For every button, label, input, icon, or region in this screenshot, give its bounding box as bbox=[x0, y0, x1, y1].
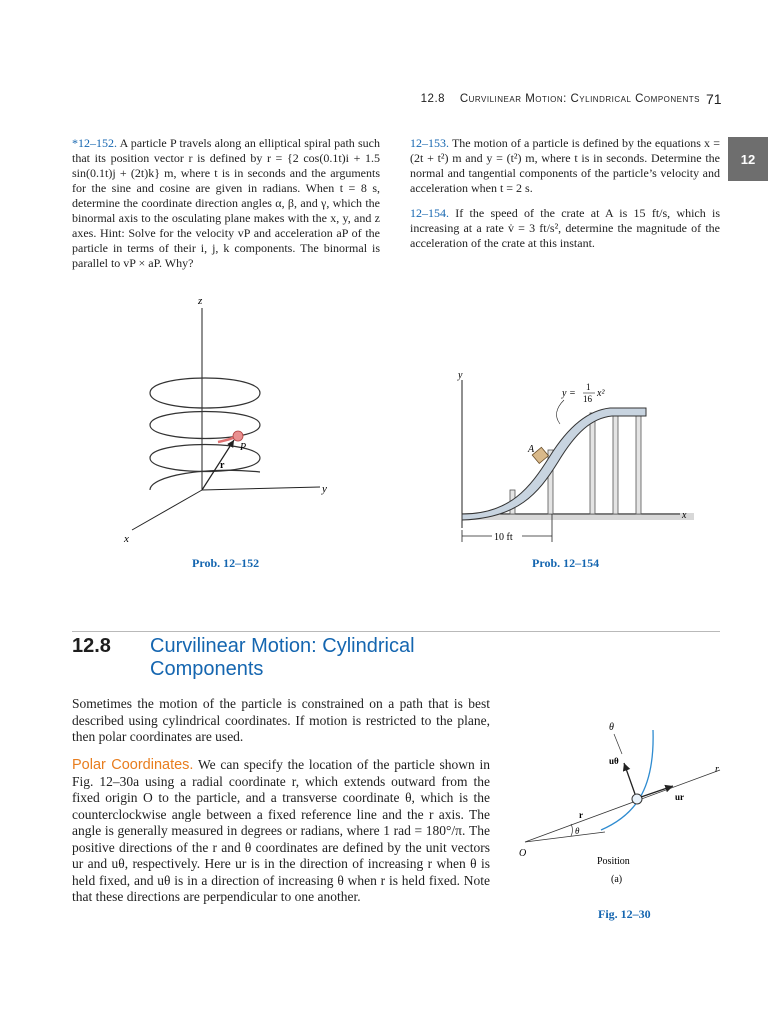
problem-text: A particle P travels along an elliptical spiral path such that its position vector r is defined by r = {2 cos(0.1t)i + 1.5 sin(0.1t)j + (2t)k} m, where t is in seconds and the arguments for the sine and cosine are given in radians. When t = 8 s, determine the coordinate direction angles α, β, and γ, which the binormal axis to the osculating plane makes with the x, y, and z axes. Hint: Solve for the velocity vP and acceleration aP of the particle in terms of their i, j, k components. The binormal is parallel to vP × aP. Why? bbox=[72, 136, 380, 270]
chapter-tab: 12 bbox=[728, 137, 768, 181]
particle-path bbox=[601, 730, 653, 830]
dimension-label: 10 ft bbox=[494, 532, 513, 543]
caption-fig-12-30: Fig. 12–30 bbox=[598, 907, 651, 921]
page-number: 71 bbox=[706, 91, 722, 107]
header-running-title: Curvilinear Motion: Cylindrical Components bbox=[459, 93, 700, 105]
figure-prob-12-154 bbox=[440, 368, 700, 548]
theta-top-label: θ bbox=[609, 722, 614, 733]
z-axis-label: z bbox=[198, 295, 203, 307]
y-axis-label: y bbox=[322, 483, 327, 495]
figure-12-30 bbox=[505, 720, 735, 885]
caption-prob-12-154: Prob. 12–154 bbox=[532, 556, 600, 570]
origin-label: O bbox=[519, 848, 527, 859]
unit-vector-utheta bbox=[624, 763, 635, 794]
problem-text: If the speed of the crate at A is 15 ft/s, which is increasing at a rate v̇ = 3 ft/s², determine the magnitude of the acceleration of the crate at this instant. bbox=[410, 206, 721, 250]
polar-coordinates-paragraph bbox=[72, 757, 490, 906]
problem-12-152 bbox=[72, 136, 380, 271]
problem-12-154 bbox=[410, 206, 720, 251]
section-intro: Sometimes the motion of the particle is constrained on a path that is best described using cylindrical coordinates. If motion is restricted to the plane, then polar coordinates are used. bbox=[72, 696, 490, 744]
particle bbox=[632, 794, 642, 804]
theta-angle-label: θ bbox=[575, 826, 580, 836]
problem-number: *12–152. bbox=[72, 136, 117, 150]
x-axis-label: x bbox=[124, 533, 129, 545]
y-axis-label: y bbox=[458, 370, 463, 381]
particle-p bbox=[233, 431, 243, 441]
position-vector-r bbox=[202, 440, 234, 490]
section-title: Curvilinear Motion: Cylindrical Components bbox=[150, 635, 415, 680]
curve-equation-den: 16 bbox=[583, 394, 592, 404]
x-axis bbox=[132, 490, 202, 530]
part-label: (a) bbox=[611, 874, 623, 885]
y-axis bbox=[202, 487, 320, 490]
curve-equation-num: 1 bbox=[586, 382, 591, 392]
crate-a bbox=[532, 447, 548, 463]
caption-prob-12-152: Prob. 12–152 bbox=[192, 556, 260, 570]
figure-prob-12-152 bbox=[110, 290, 350, 550]
p-label: P bbox=[240, 442, 247, 453]
paragraph-text: We can specify the location of the particle shown in Fig. 12–30a using a radial coordinate r, which extends outward from the fixed origin O to the particle, and a transverse coordinate θ, which is the counterclockwise angle between a fixed reference line and the r axis. The angle is generally measured in degrees or radians, where 1 rad = 180°/π. The positive directions of the r and θ coordinates are defined by the unit vectors ur and uθ, respectively. Here ur is in the direction of increasing r when θ is held fixed, and uθ is in a direction of increasing θ when r is held fixed. Note that these directions are perpendicular to one another. bbox=[72, 757, 490, 904]
curve-equation-var: x² bbox=[597, 388, 605, 399]
running-header bbox=[0, 93, 700, 105]
problem-12-153 bbox=[410, 136, 720, 196]
r-label: r bbox=[220, 460, 225, 471]
x-axis-label: x bbox=[682, 510, 687, 521]
curved-track bbox=[462, 408, 646, 520]
section-number: 12.8 bbox=[72, 635, 111, 657]
position-label: Position bbox=[597, 856, 630, 867]
equation-leader bbox=[557, 400, 564, 424]
subheading-polar-coordinates: Polar Coordinates. bbox=[72, 757, 194, 773]
section-rule bbox=[72, 631, 720, 632]
problem-number: 12–153. bbox=[410, 136, 449, 150]
r-vector-label: r bbox=[579, 810, 583, 820]
reference-line bbox=[525, 832, 605, 842]
theta-arc bbox=[571, 824, 573, 836]
r-axis bbox=[525, 770, 720, 842]
elliptical-spiral bbox=[150, 378, 260, 490]
problem-text: The motion of a particle is defined by the equations x = (2t + t²) m and y = (t²) m, where t is in seconds. Determine the normal and tangential components of the particle’s velocity and acceleration when t = 2 s. bbox=[410, 136, 720, 195]
curve-equation-lhs: y = bbox=[562, 388, 576, 399]
ur-label: ur bbox=[675, 792, 684, 802]
theta-direction bbox=[614, 734, 622, 754]
header-section-ref: 12.8 bbox=[420, 93, 446, 105]
problem-number: 12–154. bbox=[410, 206, 449, 220]
r-axis-label: r bbox=[715, 764, 719, 775]
crate-label-a: A bbox=[528, 444, 535, 455]
unit-vector-ur bbox=[641, 786, 673, 797]
utheta-label: uθ bbox=[609, 756, 619, 766]
